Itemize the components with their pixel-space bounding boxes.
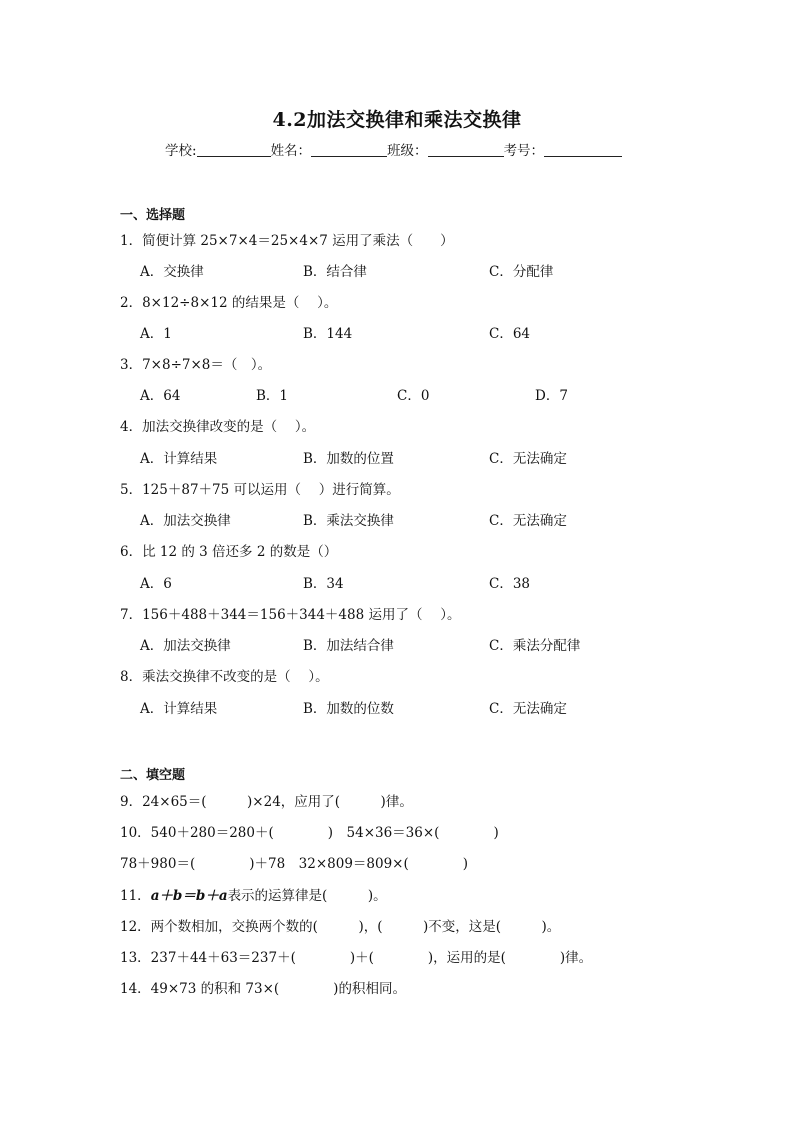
q3-option-d[interactable]: D．7 [535, 388, 568, 404]
question-10-line-2: 78＋980＝( )＋78 32×809＝809×( ) [120, 856, 469, 872]
exam-no-blank[interactable] [544, 142, 622, 157]
section-heading-choice: 一、选择题 [120, 208, 186, 223]
question-12: 12．两个数相加，交换两个数的( )，( )不变，这是( )。 [120, 919, 561, 935]
question-8: 8．乘法交换律不改变的是（ ）。 [120, 669, 329, 685]
q4-option-b[interactable]: B．加数的位置 [303, 451, 394, 467]
question-13: 13．237＋44＋63＝237＋( )＋( )，运用的是( )律。 [120, 950, 593, 966]
q7-option-a[interactable]: A．加法交换律 [140, 638, 231, 654]
q8-option-c[interactable]: C．无法确定 [489, 701, 567, 717]
question-1: 1．简便计算 25×7×4＝25×4×7 运用了乘法（ ） [120, 233, 454, 249]
q3-option-c[interactable]: C．0 [397, 388, 430, 404]
student-info-line [165, 139, 622, 159]
section-heading-fill: 二、填空题 [120, 768, 186, 783]
question-2: 2．8×12÷8×12 的结果是（ ）。 [120, 295, 338, 311]
class-blank[interactable] [428, 142, 504, 157]
question-4: 4．加法交换律改变的是（ ）。 [120, 419, 316, 435]
q11-number: 11． [120, 888, 151, 904]
q6-option-a[interactable]: A．6 [140, 576, 172, 592]
question-5: 5．125＋87＋75 可以运用（ ）进行简算。 [120, 482, 400, 498]
q1-option-c[interactable]: C．分配律 [489, 264, 554, 280]
school-label: 学校: [165, 143, 197, 159]
question-14: 14．49×73 的积和 73×( )的积相同。 [120, 981, 406, 997]
question-7: 7．156＋488＋344＝156＋344＋488 运用了（ ）。 [120, 607, 461, 623]
q5-option-a[interactable]: A．加法交换律 [140, 513, 231, 529]
q8-option-b[interactable]: B．加数的位数 [303, 701, 394, 717]
question-10-line-1: 10．540＋280＝280＋( ) 54×36＝36×( ) [120, 825, 499, 841]
question-3: 3．7×8÷7×8＝（ ）。 [120, 357, 272, 373]
q7-option-c[interactable]: C．乘法分配律 [489, 638, 581, 654]
q3-option-a[interactable]: A．64 [140, 388, 181, 404]
q7-option-b[interactable]: B．加法结合律 [303, 638, 394, 654]
question-9: 9．24×65＝( )×24，应用了( )律。 [120, 794, 413, 810]
name-label: 姓名： [270, 143, 312, 159]
question-6: 6．比 12 的 3 倍还多 2 的数是（） [120, 544, 338, 560]
q11-text: 表示的运算律是( )。 [227, 888, 387, 904]
q8-option-a[interactable]: A．计算结果 [140, 701, 218, 717]
q2-option-c[interactable]: C．64 [489, 326, 531, 342]
question-11 [120, 884, 387, 904]
q5-option-c[interactable]: C．无法确定 [489, 513, 567, 529]
q2-option-a[interactable]: A．1 [140, 326, 172, 342]
q11-formula: a＋b＝b＋a [150, 888, 228, 904]
q1-option-b[interactable]: B．结合律 [303, 264, 367, 280]
q6-option-b[interactable]: B．34 [303, 576, 344, 592]
q1-option-a[interactable]: A．交换律 [140, 264, 204, 280]
q2-option-b[interactable]: B．144 [303, 326, 353, 342]
q4-option-c[interactable]: C．无法确定 [489, 451, 567, 467]
q5-option-b[interactable]: B．乘法交换律 [303, 513, 394, 529]
name-blank[interactable] [311, 142, 387, 157]
exam-no-label: 考号： [503, 143, 545, 159]
school-blank[interactable] [197, 142, 271, 157]
q4-option-a[interactable]: A．计算结果 [140, 451, 218, 467]
q6-option-c[interactable]: C．38 [489, 576, 531, 592]
class-label: 班级： [387, 143, 428, 159]
page-title: 4.2加法交换律和乘法交换律 [272, 109, 522, 131]
q3-option-b[interactable]: B．1 [256, 388, 289, 404]
